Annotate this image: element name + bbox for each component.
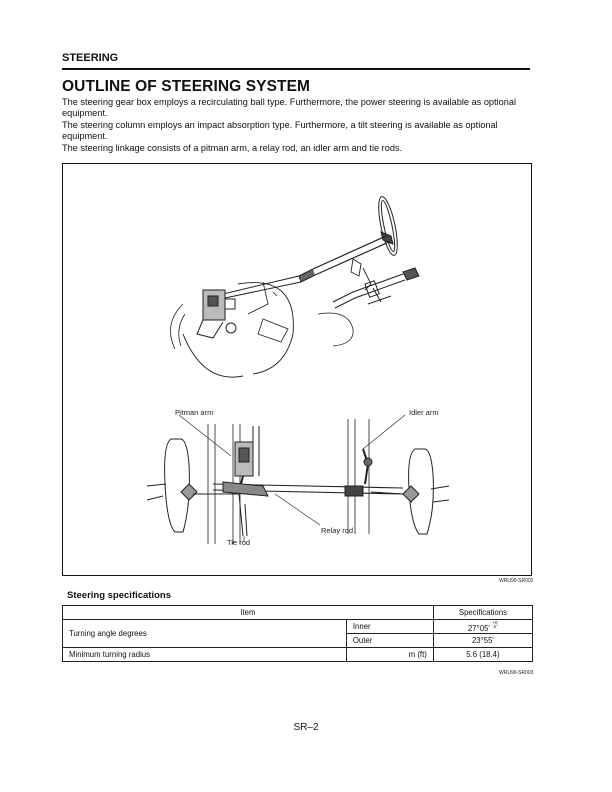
outer-value: 23°55' — [433, 634, 532, 648]
steering-system-figure — [62, 163, 532, 576]
table-row — [63, 648, 533, 662]
outer-label: Outer — [346, 634, 433, 648]
section-header: STEERING — [62, 52, 119, 64]
specifications-header: Specifications — [433, 606, 532, 620]
turning-angle-label: Turning angle degrees — [63, 620, 347, 648]
idler-arm — [363, 449, 368, 484]
table-id: WRU90-SR003 — [499, 670, 534, 676]
min-radius-label: Minimum turning radius — [63, 648, 347, 662]
page-title: OUTLINE OF STEERING SYSTEM — [62, 78, 311, 95]
pitman-arm-label: Pitman arm — [175, 408, 214, 417]
relay-rod-label: Relay rod — [321, 526, 354, 535]
page-number: SR–2 — [293, 722, 319, 733]
min-radius-unit: m (ft) — [346, 648, 433, 662]
inner-value: 27°05' — [467, 623, 490, 633]
paragraph-column: The steering column employs an impact absorption type. Furthermore, a tilt steering is available as optional equipment. — [62, 119, 498, 142]
tol-minus: -2° — [492, 623, 498, 629]
intro-text — [62, 97, 534, 154]
item-header: Item — [63, 606, 434, 620]
paragraph-gearbox: The steering gear box employs a recirculating ball type. Furthermore, the power steering is available as optional equipment. — [62, 97, 516, 119]
table-header-row — [63, 606, 533, 620]
inner-tolerance — [492, 621, 498, 629]
tie-rod-label: Tie rod — [227, 538, 251, 547]
steering-illustration — [63, 164, 533, 577]
paragraph-linkage: The steering linkage consists of a pitman arm, a relay rod, an idler arm and tie rods. — [62, 142, 403, 153]
inner-value-cell — [433, 620, 532, 634]
tol-plus: +0 — [492, 619, 498, 625]
table-row — [63, 620, 533, 634]
figure-id: WRU90-SR002 — [499, 578, 534, 584]
tie-rod-left — [193, 494, 247, 536]
idler-arm-label: Idler arm — [409, 408, 439, 417]
steering-wheel — [375, 195, 401, 257]
inner-label: Inner — [346, 620, 433, 634]
header-rule — [62, 68, 530, 70]
spec-table — [62, 605, 533, 662]
min-radius-value: 5.6 (18.4) — [433, 648, 532, 662]
spec-title: Steering specifications — [67, 590, 172, 601]
